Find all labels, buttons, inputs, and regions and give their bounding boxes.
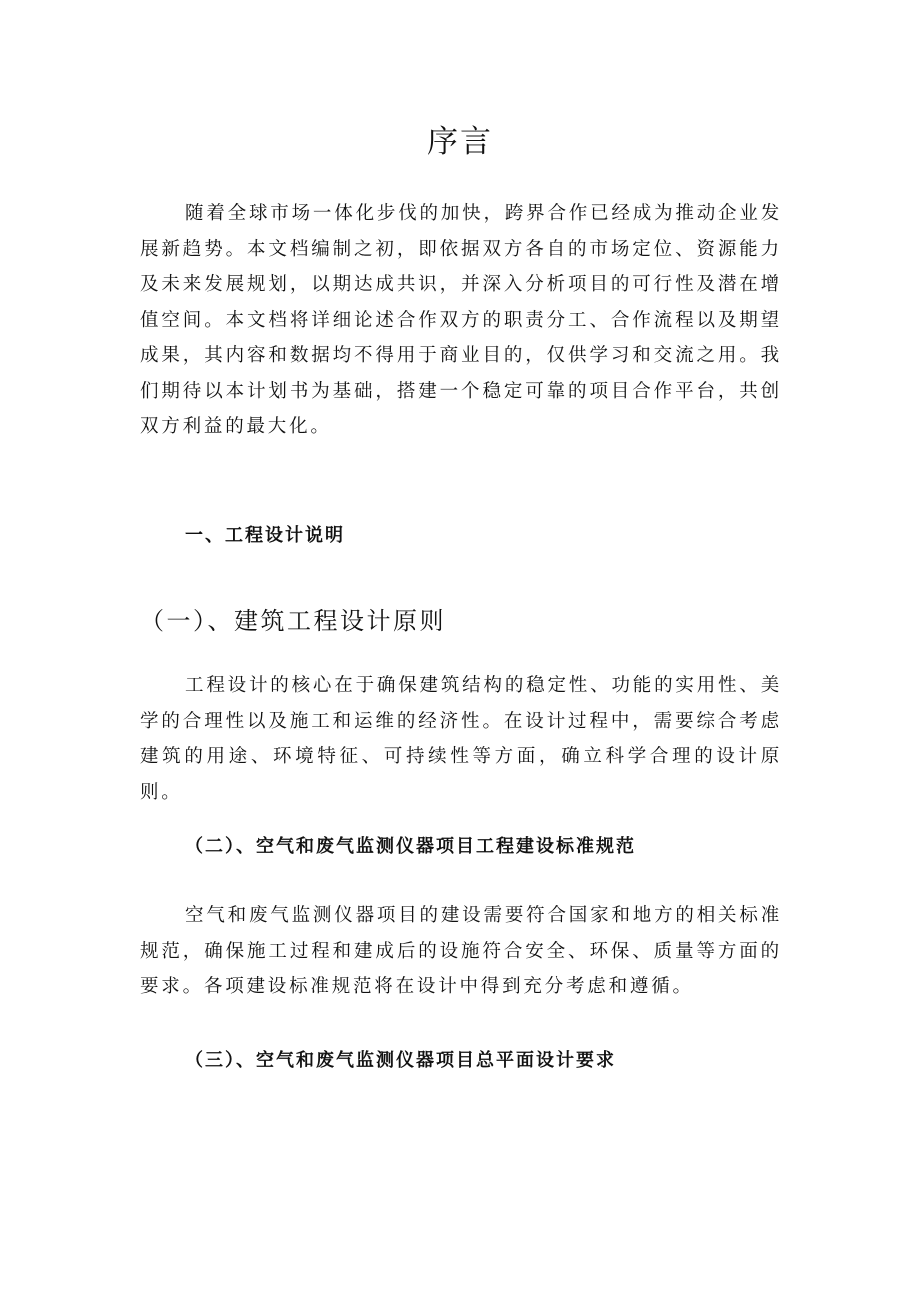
construction-standards-paragraph: 空气和废气监测仪器项目的建设需要符合国家和地方的相关标准规范，确保施工过程和建成后的设施符合安全、环保、质量等方面的要求。各项建设标准规范将在设计中得到充分考虑和遵循。 <box>140 905 782 997</box>
preface-paragraph: 随着全球市场一体化步伐的加快，跨界合作已经成为推动企业发展新趋势。本文档编制之初，即依据双方各自的市场定位、资源能力及未来发展规划，以期达成共识，并深入分析项目的可行性及潜在增值空间。本文档将详细论述合作双方的职责分工、合作流程以及期望成果，其内容和数据均不得用于商业目的，仅供学习和交流之用。我们期待以本计划书为基础，搭建一个稳定可靠的项目合作平台，共创双方利益的最大化。 <box>140 203 782 437</box>
subsection-heading-site-plan-requirements: （三）、空气和废气监测仪器项目总平面设计要求 <box>185 1050 616 1071</box>
section-heading-engineering-design: 一、工程设计说明 <box>185 525 345 546</box>
design-principles-paragraph: 工程设计的核心在于确保建筑结构的稳定性、功能的实用性、美学的合理性以及施工和运维的经济性。在设计过程中，需要综合考虑建筑的用途、环境特征、可持续性等方面，确立科学合理的设计原则。 <box>140 675 782 803</box>
subsection-heading-design-principles: （一）、建筑工程设计原则 <box>140 607 446 635</box>
subsection-heading-construction-standards: （二）、空气和废气监测仪器项目工程建设标准规范 <box>185 836 636 857</box>
document-title: 序言 <box>427 124 493 160</box>
